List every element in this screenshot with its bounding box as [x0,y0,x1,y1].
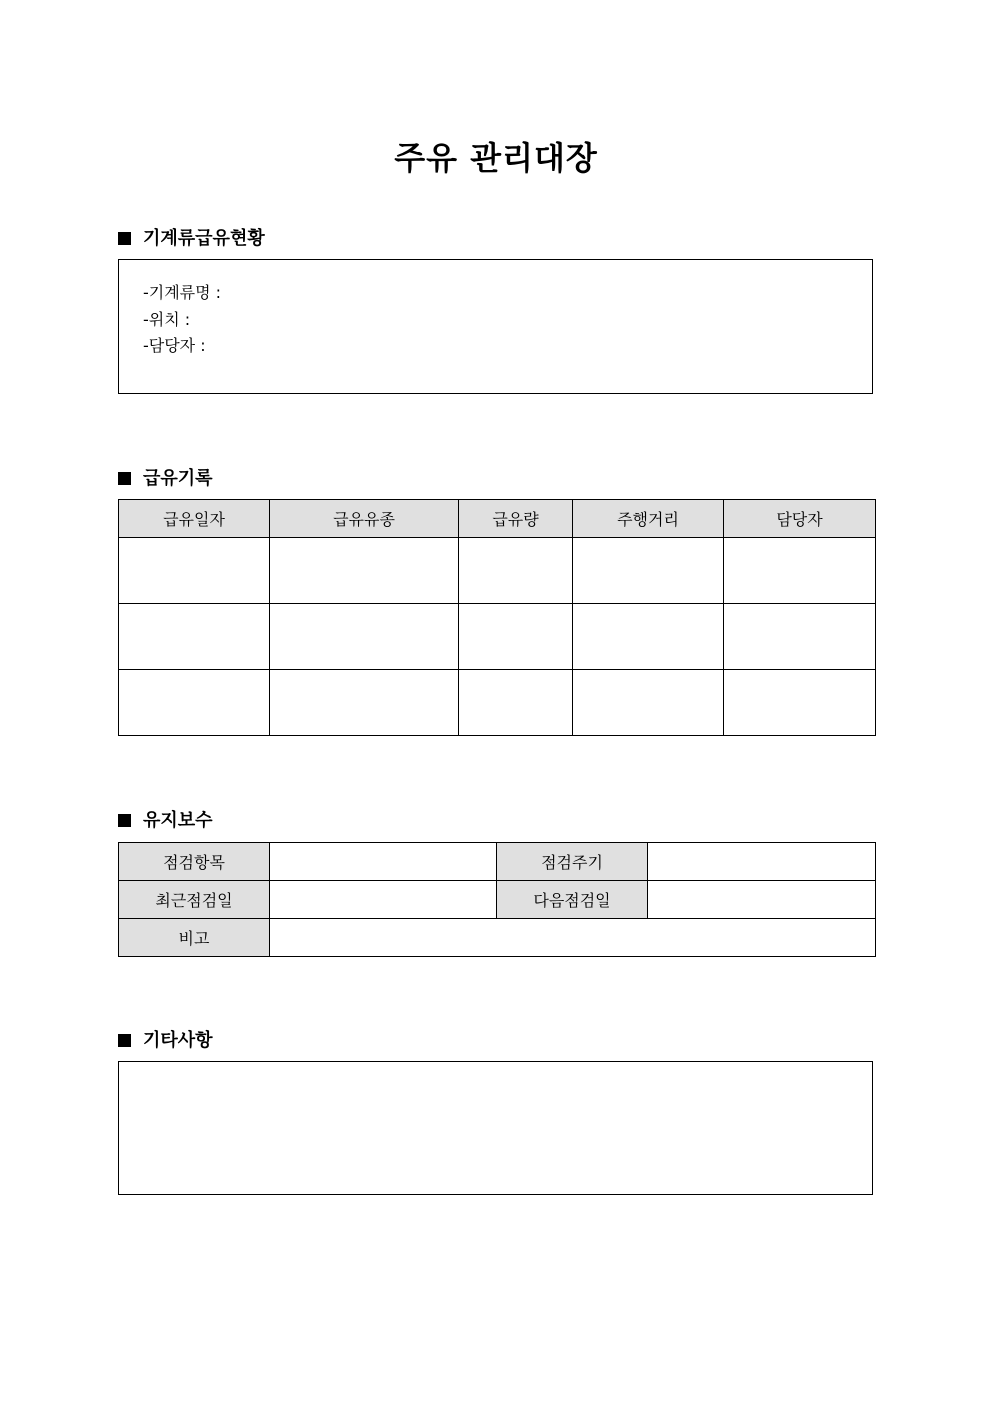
column-header-fuel-type: 급유유종 [270,500,459,538]
next-check-date-label: 다음점검일 [497,881,648,919]
equipment-name-line: -기계류명 : [143,283,222,302]
check-cycle-field[interactable] [648,843,876,881]
section-heading-label: 급유기록 [143,468,213,489]
column-header-fuel-date: 급유일자 [119,500,270,538]
square-bullet-icon [118,1034,131,1047]
square-bullet-icon [118,472,131,485]
table-cell[interactable] [724,670,876,736]
equipment-info-box [118,259,873,394]
table-cell[interactable] [459,604,573,670]
section-heading-maintenance [118,806,213,832]
remarks-field[interactable] [270,919,876,957]
table-cell[interactable] [270,670,459,736]
table-cell[interactable] [270,538,459,604]
table-cell[interactable] [724,604,876,670]
section-heading-equipment [118,224,265,250]
square-bullet-icon [118,814,131,827]
table-row [119,670,876,736]
location-line: -위치 : [143,309,191,329]
section-heading-label: 기계류급유현황 [143,228,265,249]
manager-line: -담당자 : [143,336,206,355]
section-heading-other [118,1026,213,1052]
section-heading-label: 유지보수 [143,810,213,831]
check-item-field[interactable] [270,843,497,881]
next-check-date-field[interactable] [648,881,876,919]
table-cell[interactable] [459,670,573,736]
section-heading-fuel-record [118,464,213,490]
page-title: 주유 관리대장 [394,139,598,177]
table-cell[interactable] [119,538,270,604]
square-bullet-icon [118,232,131,245]
section-heading-label: 기타사항 [143,1030,213,1051]
table-cell[interactable] [119,670,270,736]
table-cell[interactable] [724,538,876,604]
column-header-fuel-amount: 급유량 [459,500,573,538]
table-cell[interactable] [459,538,573,604]
table-cell[interactable] [573,538,724,604]
other-notes-box[interactable] [118,1061,873,1195]
table-row [119,538,876,604]
maintenance-table [118,842,876,957]
table-cell[interactable] [119,604,270,670]
fuel-record-table [118,499,876,736]
check-cycle-label: 점검주기 [497,843,648,881]
check-item-label: 점검항목 [119,843,270,881]
column-header-manager: 담당자 [724,500,876,538]
table-row [119,604,876,670]
column-header-mileage: 주행거리 [573,500,724,538]
table-cell[interactable] [270,604,459,670]
table-cell[interactable] [573,670,724,736]
last-check-date-label: 최근점검일 [119,881,270,919]
last-check-date-field[interactable] [270,881,497,919]
table-cell[interactable] [573,604,724,670]
remarks-label: 비고 [119,919,270,957]
